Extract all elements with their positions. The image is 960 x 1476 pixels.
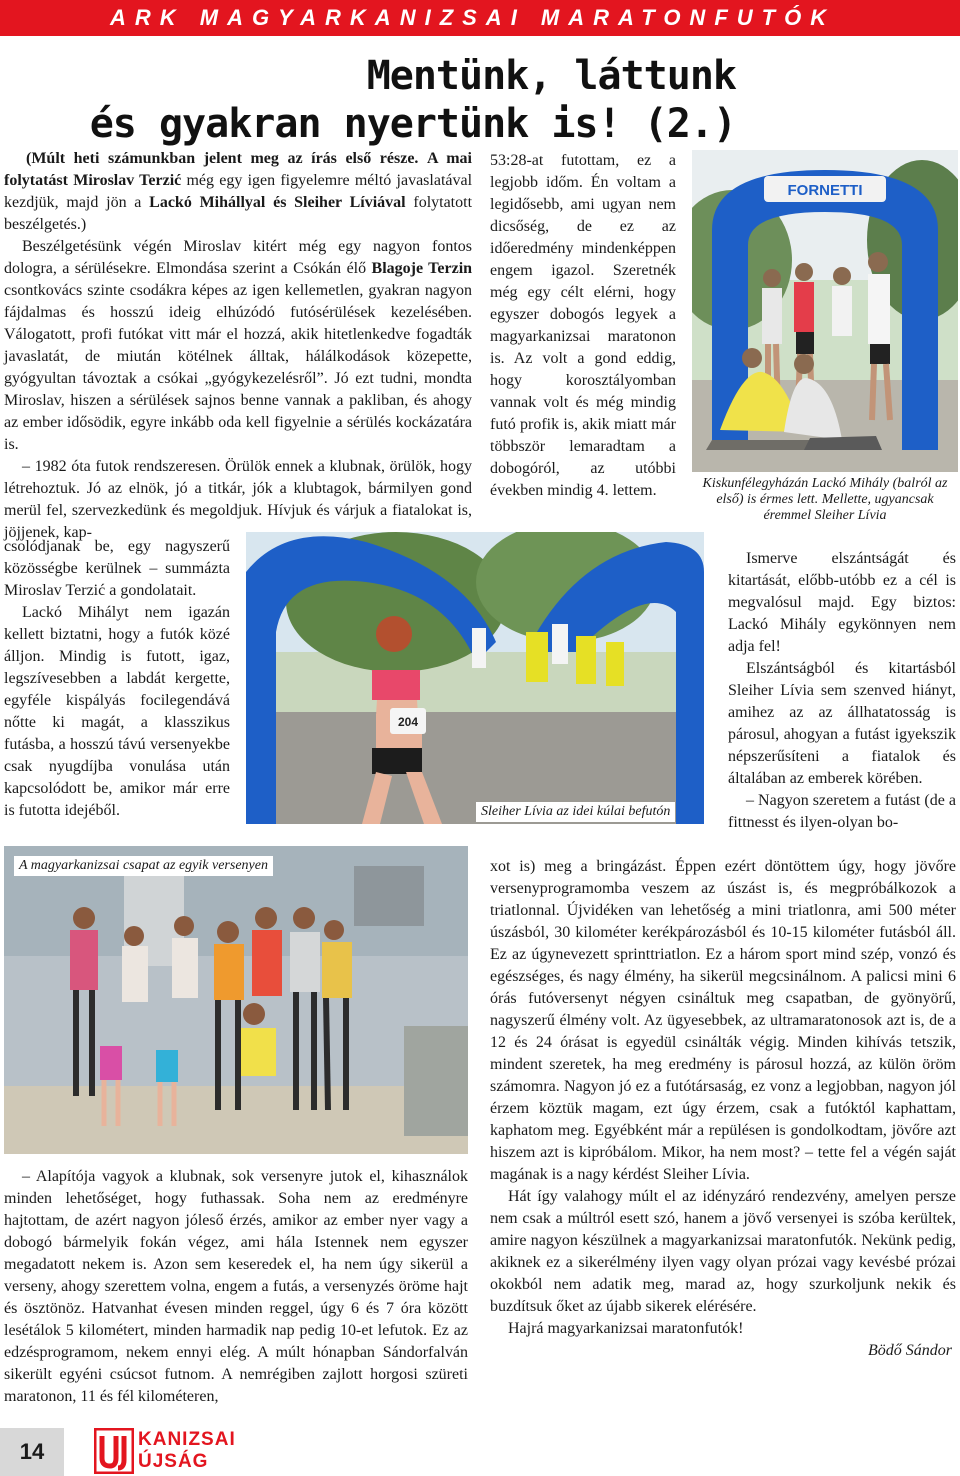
- right-bottom-paragraph-3: Hajrá magyarkanizsai maratonfutók!: [508, 1320, 744, 1337]
- article-author: Bödő Sándor: [868, 1342, 952, 1359]
- caption-team: A magyarkanizsai csapat az egyik versenyen: [14, 856, 273, 876]
- right-mid-paragraph-1: Ismerve elszántságát és kitartását, előbb-utóbb ez a cél is megvalósul majd. Egy biztos: Lackó Mihály egykönnyen nem adja fel!: [728, 550, 956, 655]
- photo-team: [4, 846, 468, 1154]
- intro-name-2: Lackó Mihállyal és Sleiher Líviával: [149, 194, 406, 211]
- intro-p2-c: csontkovács szinte csodákra képes az igen kellemetlen, gyakran nagyon fájdalmas és hosszú ideig elhúzódó futósérülések kezelésében. Válogatott, profi futókat vitt már el hozzá, akik hitetlenkedve fogadták javaslatát, de miután kötélnek álltak, hálálkodások közepette, gyógyultan távoztak a csókai „gyógykezelésről”. Jó ezt tudni, mondta Miroslav, hiszen a sérülések sajnos benne vannak a pakliban, és ahogy az ember idősödik, egyre inkább oda kell figyelnie a sérülés kockázatára is.: [4, 282, 472, 453]
- caption-kula-finish: Sleiher Lívia az idei kúlai befutón: [476, 802, 675, 822]
- right-top-paragraph-1: 53:28-at futottam, ez a legjobb időm. Én voltam a legidősebb, ami ugyan nem dicsőség, de ez az időeredmény mindenképpen engem igazol. Szeretnék még egy célt elérni, hogy egyszer dobogós legyek a magyarkanizsai maratonon is. Az volt a gond eddig, hogy korosztályomban vannak volt és még mindig futó profik is, akik miatt már többször lemaradtam a dobogóról, az utóbbi években mindig 4. lettem.: [490, 152, 676, 499]
- logo-line-2: ÚJSÁG: [138, 1451, 209, 1472]
- intro-text: [4, 148, 472, 544]
- right-mid-paragraph-2: Elszántságból és kitartásból Sleiher Lívia sem szenved hiányt, amihez az az állhatatosság is párosul, ahogyan a futást igyekszik népszerűsíteni a fiatalok és általában az emberek körében.: [728, 660, 956, 787]
- arch-brand-text: FORNETTI: [787, 182, 863, 199]
- intro-name-3: Blagoje Terzin: [371, 260, 473, 277]
- intro-lead-3: folytatott beszélgetés.): [4, 194, 473, 233]
- bottom-left-text: [4, 1166, 468, 1408]
- photo-team-image: [4, 846, 468, 1154]
- intro-paragraph-2: [4, 236, 472, 456]
- intro-lead-2: még egy igen figyelemre méltó javaslatával kezdjük, majd jön a: [4, 172, 473, 211]
- intro-name-1: Miroslav Terzić: [73, 172, 182, 189]
- headline-line-1: Mentünk, láttunk: [366, 53, 736, 99]
- right-mid-paragraph-3: – Nagyon szeretem a futást (de a fittnesst és ilyen-olyan bo-: [728, 792, 956, 831]
- photo-kula-finish: [246, 532, 704, 824]
- banner-text: ARK MAGYARKANIZSAI MARATONFUTÓK: [110, 5, 836, 30]
- logo-mark-icon: [94, 1428, 134, 1474]
- photo-kiskunfelegyhaza: [692, 150, 958, 472]
- right-top-text: [490, 150, 676, 502]
- photo-kiskunfelegyhaza-image: [692, 150, 958, 472]
- logo-line-1: KANIZSAI: [138, 1429, 236, 1450]
- left-narrow-paragraph-2: Lackó Mihályt nem igazán kellett biztatni, hogy a futók közé álljon. Mindig is futott, igaz, legszívesebben a labdát kergette, egyféle kispályás focilegendává nőtte ki magát, a klasszikus futásba, a hosszú távú versenyekbe csak nyugdíjba vonulása után kapcsolódott be, amikor már erre is futotta idejéből.: [4, 604, 230, 819]
- photo-kula-finish-image: [246, 532, 704, 824]
- right-mid-text: [728, 548, 956, 834]
- intro-paragraph-3: – 1982 óta futok rendszeresen. Örülök ennek a klubnak, örülök, hogy létrehoztuk. Jó az elnök, jó a titkár, jók a klubtagok, bármilyen gond merül fel, szervezkedünk és megoldjuk. Hívjuk és várjuk a fiatalokat is, jöjjenek, kap-: [4, 458, 472, 541]
- article-headline: [90, 52, 736, 148]
- right-bottom-text: [490, 856, 956, 1362]
- runner-bib-number: 204: [397, 715, 419, 729]
- page-number: 14: [0, 1428, 64, 1476]
- left-narrow-paragraph-1: csolódjanak be, egy nagyszerű közösségbe kerülnek – summázta Miroslav Terzić a gondolatait.: [4, 538, 230, 599]
- caption-kiskunfelegyhaza: Kiskunfélegyházán Lackó Mihály (balról az első) is érmes lett. Mellette, ugyancsak éremmel Sleiher Lívia: [702, 476, 948, 523]
- section-banner: [0, 0, 960, 36]
- bottom-left-paragraph-1: – Alapítója vagyok a klubnak, sok versenyre jutok el, kihasználok minden lehetőséget, hogy futhassak. Soha nem az eredményre hajtottam, de azért nagyon jóleső érzés, amikor az ember nyer vagy a dobogó bármelyik fokán végez, ami hála Istennek nem egyszer megadatott nekem is. Azon sem keseredek el, ha nem úgy sikerül a verseny, ahogy szerettem volna, engem a futás, a versenyzés öröme hajt és ösztönöz. Hatvanhat évesen minden reggel, úgy 6 és 7 óra között lesétálok 5 kilométert, minden harmadik nap pedig 10-et lefutok. Ez az edzésprogramom, nekem ennyi elég. A múlt hónapban Sándorfalván sikerült egyéni csúcsot futnom. A nemrégiben zajlott horgosi szüreti maratonon, 11 és fél kilométeren,: [4, 1168, 468, 1405]
- intro-paragraph-1: [4, 148, 472, 236]
- intro-p2-a: Beszélgetésünk végén Miroslav kitért még egy nagyon fontos dologra, a sérülésekre.: [4, 238, 472, 277]
- headline-line-2: és gyakran nyertünk is! (2.): [89, 101, 736, 147]
- intro-lead-1: folytatást: [4, 172, 68, 189]
- kanizsai-ujsag-logo: [94, 1428, 254, 1474]
- right-bottom-paragraph-1: xot is) meg a bringázást. Éppen ezért döntöttem úgy, hogy jövőre versenyprogramomba veszem az úszást is, és megpróbálkozok a triatlonnal. Újvidéken van lehetőség a mini triatlonra, ami 500 méter úszásból, 30 kilométer kerékpározásból és 10-15 kilométer futásból áll. Ez az úgynevezett sprinttriatlon. Ez a három sport mind szép, vonzó és egészséges, és nagy élmény, ha sikerül megcsinálnom. A palicsi mini 6 órás futóversenyt négyen csináltuk meg csapatban, de gyönyörű, nagyszerű élmény volt. Az ügyesebbek, az ultramaratonosok azt is, de a 12 és 24 órásat is egyedül csinálták végig. Minden kihívás tetszik, mindent szeretek, ha meg eredmény is párosul hozzá, az külön öröm számomra. Nagyon jó ez a futótársaság, ez vonz a legjobban, nagyon jól érzem köztük magam, ezt úgy érzem, csak a futóktól kaphattam, kaphatom meg. Egyébként már a repülésen is gondolkodtam, jövőre azt hiszem azt is kipróbálom. Mikor, ha nem most? – tette fel a végén saját magának is a nagy kérdést Sleiher Lívia.: [490, 858, 956, 1183]
- right-bottom-paragraph-2: Hát így valahogy múlt el az idényzáró rendezvény, amelyen persze nem csak a múltról esett szó, hanem a jövő versenyei is szóba kerültek, amire nagyon készülnek a magyarkanizsai maratonfutók. Nekünk pedig, akiknek ez a sikerélmény ilyen vagy olyan prózai vagy kevésbé prózai okokból nem adatik meg, marad az, hogy szurkoljunk nekik és buzdítsuk őket az újabb sikerek elérésére.: [490, 1188, 956, 1315]
- left-narrow-text: [4, 536, 230, 822]
- intro-lead-bold: (Múlt heti számunkban jelent meg az írás első része.: [26, 150, 419, 167]
- intro-p2-b: Elmondása szerint a Csókán élő: [156, 260, 367, 277]
- intro-lead-bold-2: A mai: [427, 150, 473, 167]
